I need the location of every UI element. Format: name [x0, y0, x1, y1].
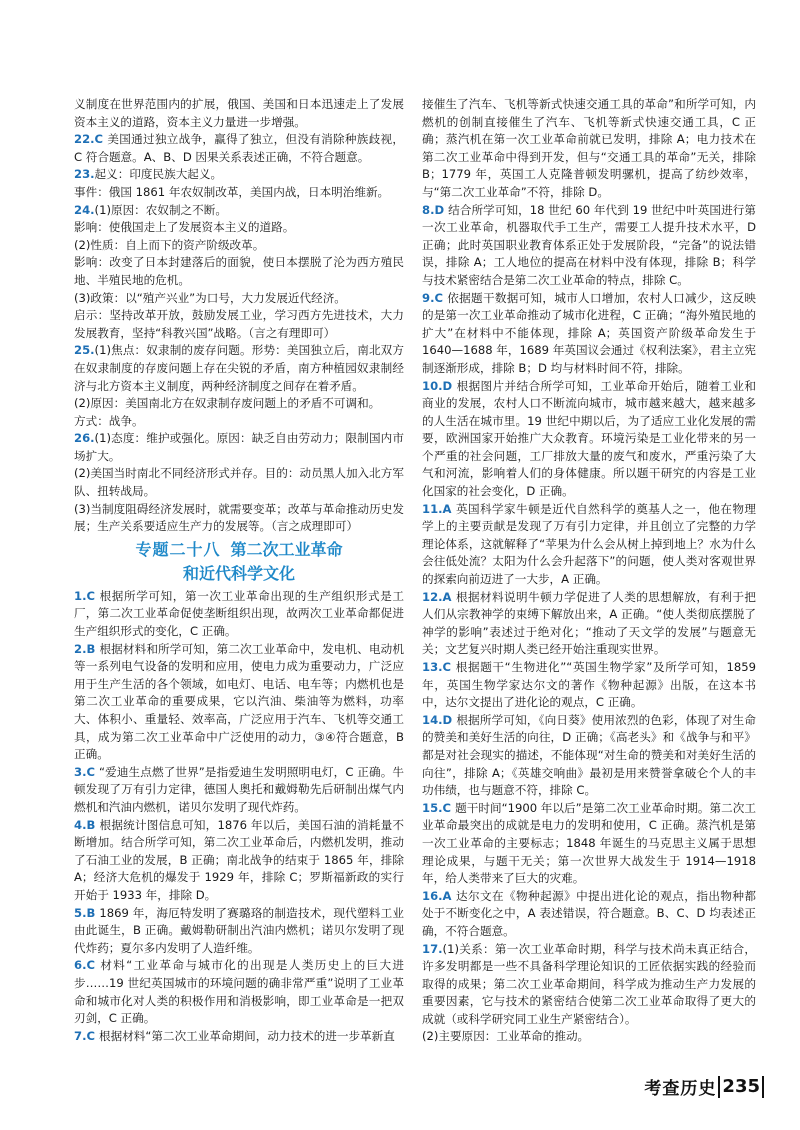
answer-explanation: 根据图片并结合所学可知，工业革命开始后，随着工业和商业的发展，农村人口不断流向城市，城市越来越大，越来越多的人生活在城市里。19 世纪中期以后，为了适应工业化发展的需要，欧洲国家开始推广大众教育。环境污染是工业化带来的另一个严重的社会问题，工厂排放大量的废气和废水，严重污染了大气和河流，影响着人们的身体健康。所以题干研究的内容是工业化国家的社会变化，D 正确。 [422, 378, 756, 499]
answer-item [74, 1028, 404, 1046]
answer-explanation: (1)关系：第一次工业革命时期，科学与技术尚未真正结合，许多发明都是一些不具备科学理论知识的工匠依据实践的经验而取得的成果；第二次工业革命期间，科学成为推动生产力发展的重要因素，它与技术的紧密结合使第二次工业革命取得了更大的成就（或科学研究同工业生产紧密结合）。 [422, 941, 756, 1026]
answer-explanation: 1869 年，海厄特发明了赛璐珞的制造技术，现代塑料工业由此诞生，B 正确。戴姆勒研制出汽油内燃机；诺贝尔发明了现代炸药；夏尔多内发明了人造纤维。 [74, 905, 404, 955]
question-number: 14. [422, 712, 443, 727]
answer-choice: D [434, 202, 445, 217]
section-number: 专题二十八 [135, 539, 221, 559]
answer-explanation: 根据材料说明牛顿力学促进了人类的思想解放，有利于把人们从宗教神学的束缚下解放出来，A 正确。“使人类彻底摆脱了神学的影响”表述过于绝对化；“推动了天文学的发展”与题意无关；文艺复兴时期人类已经开始注重现实世界。 [422, 589, 756, 657]
answer-explanation: 美国通过独立战争，赢得了独立，但没有消除种族歧视，C 符合题意。A、B、D 因果关系表述正确，不符合题意。 [74, 132, 404, 164]
text-line: (2)美国当时南北不同经济形式并存。目的：动员黑人加入北方军队、扭转战局。 [74, 466, 404, 499]
left-column [74, 96, 404, 1045]
answer-item [74, 817, 404, 905]
question-number: 2. [74, 641, 87, 656]
answer-choice: B [86, 641, 96, 656]
answer-item [422, 202, 756, 290]
subject-label: 考查历史 [644, 1079, 717, 1099]
answer-item [422, 659, 756, 712]
answer-item [74, 166, 404, 184]
question-number: 23. [74, 167, 95, 182]
question-number: 13. [422, 660, 443, 674]
answer-explanation: 根据材料“第二次工业革命期间，动力技术的进一步革新直 [99, 1028, 395, 1043]
answer-choice: B [86, 817, 96, 832]
text-line: 影响：使俄国走上了发展资本主义的道路。 [74, 220, 295, 235]
answer-choice: C [86, 1028, 95, 1043]
answer-explanation: 达尔文在《物种起源》中提出进化论的观点，指出物种都处于不断变化之中，A 表述错误，符合题意。B、C、D 均表述正确，不符合题意。 [422, 888, 756, 938]
answer-item [74, 430, 404, 465]
question-number: 1. [74, 588, 87, 603]
answer-explanation: 英国科学家牛顿是近代自然科学的奠基人之一，他在物理学上的主要贡献是发现了万有引力定律，并且创立了完整的力学理论体系，这就解释了“苹果为什么会从树上掉到地上？水为什么会往低处流？太阳为什么会升起落下”的问题，使人类对客观世界的探索向前迈进了一大步，A 正确。 [422, 501, 756, 587]
answer-explanation: 起义：印度民族大起义。 [94, 167, 223, 182]
section-title-part2: 和近代科学文化 [182, 563, 295, 583]
answer-item [422, 501, 756, 589]
text-line: (2)性质：自上而下的资产阶级改革。 [74, 237, 265, 252]
section-heading [74, 538, 404, 586]
question-number: 10. [422, 378, 443, 393]
answer-explanation: (1)态度：维护或强化。原因：缺乏自由劳动力；限制国内市场扩大。 [74, 431, 404, 463]
answer-item [74, 957, 404, 1027]
question-number: 17. [422, 941, 443, 956]
question-number: 8. [422, 202, 435, 217]
question-number: 7. [74, 1028, 87, 1043]
answer-explanation: (1)焦点：奴隶制的废存问题。形势：美国独立后，南北双方在奴隶制度的存废问题上存在尖锐的矛盾，南方种植园奴隶制经济与北方资本主义制度，两种经济制度之间存在着矛盾。 [74, 343, 404, 393]
question-number: 15. [422, 800, 443, 815]
text-line: 义制度在世界范围内的扩展，俄国、美国和日本迅速走上了发展资本主义的道路，资本主义力量进一步增强。 [74, 97, 404, 129]
text-line: (3)当制度阻碍经济发展时，就需要变革；改革与革命推动历史发展；生产关系要适应生产力的发展等。（言之成理即可） [74, 501, 404, 534]
answer-explanation: “爱迪生点燃了世界”是指爱迪生发明照明电灯，C 正确。牛顿发现了万有引力定律，德国人奥托和戴姆勒先后研制出煤气内燃机和汽油内燃机，诺贝尔发明了现代炸药。 [74, 764, 404, 814]
right-column [422, 96, 756, 1046]
answer-item [74, 905, 404, 958]
answer-choice: C [434, 290, 443, 305]
answer-item [74, 342, 404, 395]
text-line: (3)政策：以“殖产兴业”为口号，大力发展近代经济。 [74, 290, 346, 305]
question-number: 26. [74, 431, 95, 446]
answer-choice: A [442, 888, 452, 903]
answer-explanation: 依据题干数据可知，城市人口增加，农村人口减少，这反映的是第一次工业革命推动了城市化进程，C 正确；“海外殖民地的扩大”在材料中不能体现，排除 A；英国资产阶级革命发生于 1640—1688 年，1689 年英国议会通过《权利法案》，君主立宪制逐渐形成，排除 B；D 均与材料时间不符，排除。 [422, 290, 756, 375]
answer-item [74, 588, 404, 641]
answer-choice: C [94, 132, 104, 147]
question-number: 25. [74, 343, 95, 358]
answer-item [74, 764, 404, 817]
answer-explanation: 根据统计图信息可知，1876 年以后，美国石油的消耗量不断增加。结合所学可知，第二次工业革命后，内燃机发明，推动了石油工业的发展，B 正确；南北战争的结束于 1865 年，排除 A；经济大危机的爆发于 1929 年，排除 C；罗斯福新政的实行开始于 1933 年，排除 D。 [74, 817, 404, 902]
answer-choice: A [442, 589, 452, 604]
answer-item [422, 800, 756, 888]
question-number: 16. [422, 888, 443, 903]
text-line: (2)主要原因：工业革命的推动。 [422, 1029, 590, 1044]
text-line: 事件：俄国 1861 年农奴制改革，美国内战，日本明治维新。 [74, 184, 390, 199]
answer-explanation: (1)原因：农奴制之不断。 [94, 202, 227, 217]
text-line: 启示：坚持改革开放，鼓励发展工业，学习西方先进技术，大力发展教育，坚持“科教兴国”战略。（言之有理即可） [74, 308, 404, 340]
answer-item [74, 202, 404, 220]
text-line: 接催生了汽车、飞机等新式快速交通工具的革命”和所学可知，内燃机的创制直接催生了汽车、飞机等新式快速交通工具，C 正确；蒸汽机在第一次工业革命前就已发明，排除 A；电力技术在第二次工业革命中得到开发，但与“交通工具的革命”无关，排除 B；1779 年，英国工人克隆普顿发明骡机，提高了纺纱效率，与“第二次工业革命”不符，排除 D。 [422, 97, 756, 199]
question-number: 11. [422, 501, 443, 516]
text-line: 方式：战争。 [74, 413, 144, 428]
answer-choice: D [442, 378, 453, 393]
answer-item [422, 290, 756, 378]
answer-item [422, 712, 756, 800]
answer-choice: B [86, 905, 96, 920]
answer-item [422, 888, 756, 941]
answer-choice: C [442, 660, 452, 674]
answer-choice: C [86, 764, 95, 779]
answer-explanation: 根据所学可知，第一次工业革命出现的生产组织形式是工厂，第二次工业革命促使垄断组织出现，故两次工业革命都促进生产组织形式的变化，C 正确。 [74, 588, 404, 639]
answer-choice: A [442, 501, 452, 516]
answer-explanation: 题干时间“1900 年以后”是第二次工业革命时期。第二次工业革命最突出的成就是电力的发明和使用，C 正确。蒸汽机是第一次工业革命的主要标志；1848 年诞生的马克思主义属于思想理论成果，与题干无关；第一次世界大战发生于 1914—1918 年，给人类带来了巨大的灾难。 [422, 800, 756, 886]
answer-explanation: 根据材料和所学可知，第二次工业革命中，发电机、电动机等一系列电气设备的发明和应用，使电力成为重要动力，广泛应用于生产生活的各个领域，如电灯、电话、电车等；内燃机也是第二次工业革命的重要成果，它以汽油、柴油等为燃料，功率大、体积小、重量轻、效率高，广泛应用于汽车、飞机等交通工具，成为第二次工业革命中广泛使用的动力，③④符合题意，B 正确。 [74, 641, 404, 762]
answer-explanation: 根据题干“生物进化”“英国生物学家”及所学可知，1859 年，英国生物学家达尔文的著作《物种起源》出版，在这本书中，达尔文提出了进化论的观点，C 正确。 [422, 660, 756, 710]
page-number: 235 [718, 1076, 764, 1098]
answer-explanation: 材料“工业革命与城市化的出现是人类历史上的巨大进步……19 世纪英国城市的环境问题的确非常严重”说明了工业革命和城市化对人类的积极作用和消极影响，即工业革命是一把双刃剑，C 正确。 [74, 958, 404, 1026]
question-number: 4. [74, 817, 87, 832]
question-number: 9. [422, 290, 435, 305]
answer-choice: D [442, 712, 453, 727]
answer-choice: C [86, 958, 95, 973]
page-footer [644, 1074, 764, 1099]
answer-item [74, 641, 404, 764]
question-number: 12. [422, 589, 443, 604]
text-line: 影响：改变了日本封建落后的面貌，使日本摆脱了沦为西方殖民地、半殖民地的危机。 [74, 255, 404, 287]
question-number: 6. [74, 958, 87, 973]
answer-item [74, 131, 404, 166]
answer-item [422, 378, 756, 501]
answer-choice: C [86, 588, 95, 603]
question-number: 22. [74, 132, 95, 147]
text-line: (2)原因：美国南北方在奴隶制存废问题上的矛盾不可调和。 [74, 396, 381, 411]
answer-item [422, 589, 756, 659]
question-number: 5. [74, 905, 87, 920]
section-title-part1: 第二次工业革命 [230, 539, 343, 559]
answer-choice: C [442, 800, 452, 815]
answer-item [422, 941, 756, 1029]
question-number: 3. [74, 764, 87, 779]
answer-explanation: 结合所学可知，18 世纪 60 年代到 19 世纪中叶英国进行第一次工业革命，机器取代手工生产，需要工人提升技术水平，D 正确；此时英国职业教育体系正处于发展阶段，“完备”的说法错误，排除 A；工人地位的提高在材料中没有体现，排除 B；科学与技术紧密结合是第二次工业革命的特点，排除 C。 [422, 202, 756, 287]
answer-explanation: 根据所学可知，《向日葵》使用浓烈的色彩，体现了对生命的赞美和美好生活的向往，D 正确；《高老头》和《战争与和平》都是对社会现实的描述，不能体现“对生命的赞美和对美好生活的向往”，排除 A；《英雄交响曲》最初是用来赞誉拿破仑个人的丰功伟绩，也与题意不符，排除 C。 [422, 712, 756, 798]
question-number: 24. [74, 202, 95, 217]
